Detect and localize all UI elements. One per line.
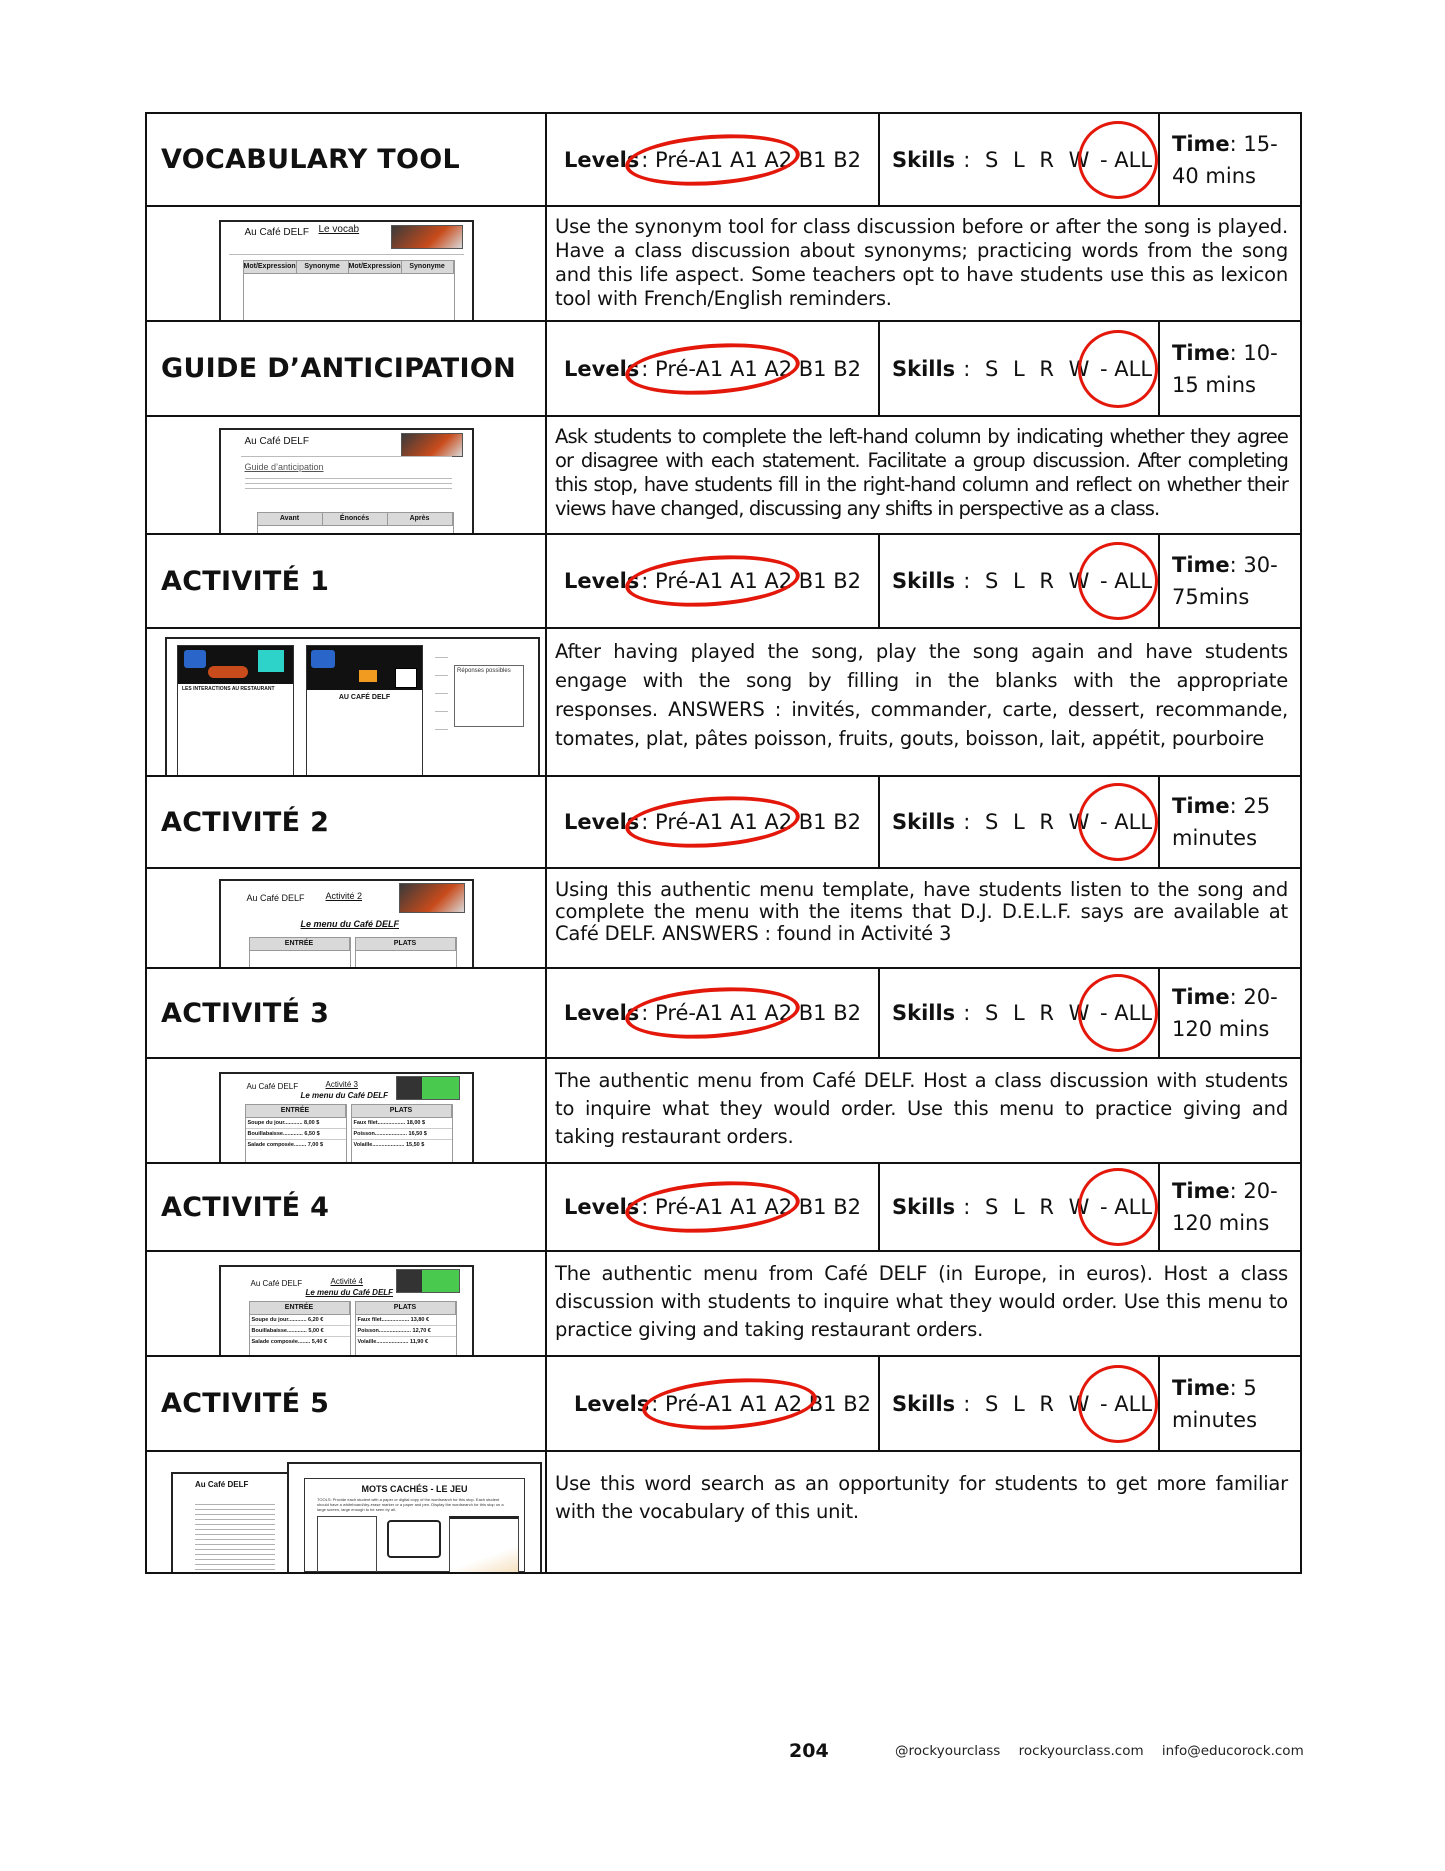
menu-col-header: ENTRÉE [250,938,350,950]
page-number: 204 [789,1740,829,1762]
levels-cell [547,1164,880,1250]
thumb-col: Après [388,513,453,525]
time-cell [1160,114,1300,205]
time-value-2: 15 mins [1172,372,1256,397]
skills-label: Skills [892,1195,956,1219]
time-value-2: 75mins [1172,585,1250,609]
time-cell [1160,777,1300,867]
skills-all: - ALL [1100,1195,1153,1219]
activity-title: ACTIVITÉ 1 [161,565,330,597]
menu-col-header: ENTRÉE [250,1302,350,1314]
thumb-heading: Au Café DELF [244,436,309,447]
levels-values: : Pré-A1 A1 A2 B1 B2 [641,1001,861,1025]
thumbnail-cell [147,417,547,533]
activity-description: Using this authentic menu template, have students listen to the song and complete the menu with the items that D.J. D.E.L.F. says are available at Café DELF. ANSWERS : found in Activité 3 [555,878,1288,945]
levels-cell [547,969,880,1057]
activity-title: ACTIVITÉ 5 [161,1388,330,1419]
card-title: MOTS CACHÉS - LE JEU [361,1484,468,1494]
answer-box-label: Réponses possibles [457,668,511,674]
menu-column [351,1104,453,1162]
card-text: TOOLS: Provide each student with a paper or digital copy of the wordsearch for this stop. Each student should have a whiteboard/dry-erase marker or a paper and pen. Display the wordsearch for this stop on a large screen, large enough to be seen by all. [317,1497,504,1512]
footer-links [895,1743,1318,1759]
thumb-image [396,1269,460,1293]
thumb-line [245,488,452,489]
time-value-2: minutes [1172,826,1258,850]
thumb-table [243,260,455,320]
levels-label: Levels [564,1001,640,1025]
worksheet-thumbnail [219,428,474,533]
skills-label: Skills [892,147,956,172]
menu-thumbnail [219,1072,474,1162]
skills-values: : S L R W [963,356,1094,381]
menu-item: Volaille..................... 15,50 $ [353,1142,425,1148]
thumb-subheading: LES INTERACTIONS AU RESTAURANT [182,686,275,692]
activity-title: ACTIVITÉ 4 [161,1191,330,1223]
skills-all: - ALL [1100,356,1153,381]
menu-item: Poisson..................... 12,70 € [356,1326,456,1337]
activity-description: Use the synonym tool for class discussion before or after the song is played. Have a class discussion about synonyms; practicing words from the song and this life aspect. Some teachers opt to have students use this as lexicon tool with French/English reminders. [555,215,1288,310]
menu-item: Salade composée........ 7,00 $ [247,1142,324,1148]
menu-item: Poisson..................... 16,50 $ [352,1129,452,1140]
menu-column [249,937,351,967]
menu-item: Faux filet.................. 18,00 $ [352,1118,452,1129]
skills-label: Skills [892,1001,956,1025]
qr-code-icon [395,668,417,688]
time-value: : 10- [1229,340,1278,365]
menu-column [249,1301,351,1355]
poster-page [177,645,294,775]
levels-label: Levels [564,569,640,593]
activity-title-cell [147,322,547,415]
levels-label: Levels [564,810,640,834]
menu-thumbnail [219,879,474,967]
thumb-subheading: Le vocab [318,224,360,235]
activity-detail-row [147,207,1300,322]
time-label: Time [1172,794,1230,818]
thumb-col: Énoncés [323,513,388,525]
car-icon [208,666,248,678]
skills-cell [880,322,1160,415]
menu-item: Bouillabaisse............. 5,00 € [250,1326,350,1337]
social-handle[interactable]: @rockyourclass [895,1743,1001,1759]
menu-title: Le menu du Café DELF [305,1288,394,1297]
wordsearch-thumbnail [171,1472,291,1572]
thumb-subheading: Activité 4 [330,1277,363,1286]
time-cell [1160,1357,1300,1450]
wordsearch-sheet [317,1516,377,1572]
skills-cell [880,777,1160,867]
thumb-line [435,729,448,730]
screen-display [449,1516,519,1572]
activity-title: VOCABULARY TOOL [161,144,460,175]
levels-cell [547,1357,880,1450]
menu-title: Le menu du Café DELF [300,919,400,929]
thumb-col: Synonyme [402,261,454,273]
activity-header-row [147,535,1300,629]
menu-title: Le menu du Café DELF [300,1091,389,1100]
skills-values: : S L R W [963,1195,1094,1219]
menu-col-header: PLATS [356,938,456,950]
thumb-heading: Au Café DELF [246,1082,299,1091]
levels-values: : Pré-A1 A1 A2 B1 B2 [641,1195,861,1219]
thumbnail-cell [147,1059,547,1162]
thumbnail-cell [147,207,547,320]
answer-box [454,665,524,727]
thumb-image [401,433,463,457]
thumbnail-cell [147,869,547,967]
levels-values: : Pré-A1 A1 A2 B1 B2 [641,356,861,381]
time-label: Time [1172,340,1230,365]
activity-title-cell [147,1357,547,1450]
thumb-col: Mot/Expression [349,261,402,273]
thumb-col: Avant [258,513,323,525]
activity-header-row [147,1164,1300,1252]
skills-values: : S L R W [963,1391,1094,1416]
worksheet-page [306,645,423,775]
thumb-subheading: Activité 3 [325,1080,358,1089]
activity-title: GUIDE D’ANTICIPATION [161,353,516,384]
thumb-subheading: Activité 2 [325,891,363,901]
time-value-2: 120 mins [1172,1211,1270,1235]
skills-values: : S L R W [963,569,1094,593]
activity-header-row [147,114,1300,207]
skills-label: Skills [892,569,956,593]
levels-cell [547,322,880,415]
activity-detail-row [147,1452,1300,1572]
thumb-line [435,657,448,658]
activity-description: The authentic menu from Café DELF. Host a class discussion with students to inquire what they would order. Use this menu to practice giving and taking restaurant orders. [555,1069,1288,1148]
menu-item: Salade composée........ 5,40 € [251,1339,328,1345]
time-cell [1160,322,1300,415]
activity-title-cell [147,777,547,867]
skills-label: Skills [892,356,956,381]
time-value: : 25 [1229,794,1271,818]
skills-values: : S L R W [963,147,1094,172]
levels-cell [547,114,880,205]
activity-header-row [147,969,1300,1059]
activity-title-cell [147,535,547,627]
menu-item: Soupe du jour............ 8,00 $ [246,1118,346,1129]
thumb-line [241,456,452,457]
levels-cell [547,777,880,867]
menu-column [245,1104,347,1162]
thumb-line [435,693,448,694]
time-value-2: minutes [1172,1407,1258,1432]
activity-detail-row [147,417,1300,535]
thumb-image [396,1076,460,1100]
skills-label: Skills [892,810,956,834]
thumb-image [391,225,463,249]
skills-cell [880,114,1160,205]
thumb-line [435,675,448,676]
thumb-col: Synonyme [297,261,349,273]
levels-label: Levels [564,1195,640,1219]
thumb-table [257,512,454,533]
thumb-line [245,483,452,484]
time-cell [1160,1164,1300,1250]
thumbnail-cell [147,1252,547,1355]
skills-all: - ALL [1100,569,1153,593]
activity-detail-row [147,629,1300,777]
skills-cell [880,969,1160,1057]
skills-values: : S L R W [963,810,1094,834]
thumb-line [229,254,464,255]
thumb-line [435,711,448,712]
skills-label: Skills [892,1391,956,1416]
skills-cell [880,535,1160,627]
time-value: : 15- [1229,131,1278,156]
thumb-table-header [244,261,454,274]
thumbnail-cell [147,1452,547,1572]
activity-detail-row [147,1252,1300,1357]
thumb-heading: Au Café DELF [195,1480,249,1489]
time-value-2: 120 mins [1172,1017,1270,1041]
levels-values: : Pré-A1 A1 A2 B1 B2 [651,1391,871,1416]
levels-label: Levels [574,1391,650,1416]
menu-item: Faux filet.................. 13,80 € [356,1315,456,1326]
time-value-2: 40 mins [1172,163,1256,188]
skills-all: - ALL [1100,810,1153,834]
thumb-subheading: Guide d’anticipation [244,462,324,472]
menu-col-header: ENTRÉE [246,1105,346,1117]
activity-detail-row [147,869,1300,969]
time-cell [1160,969,1300,1057]
worksheet-body [307,690,422,775]
menu-item: Bouillabaisse............. 6,50 $ [246,1129,346,1140]
menu-item: Volaille..................... 11,90 € [357,1339,429,1345]
thumb-heading: Au Café DELF [250,1279,303,1288]
activity-description: The authentic menu from Café DELF (in Europe, in euros). Host a class discussion with students to inquire what they would order. Use this menu to practice giving and taking restaurant orders. [555,1262,1288,1341]
worksheet-thumbnail [165,637,540,775]
thumb-image [258,650,284,672]
thumb-table-header [258,513,453,526]
menu-col-header: PLATS [352,1105,452,1117]
activity-title-cell [147,1164,547,1250]
activity-table [145,112,1302,1574]
thumb-heading: Au Café DELF [244,227,309,238]
activity-title-cell [147,969,547,1057]
activity-header-row [147,322,1300,417]
levels-label: Levels [564,356,640,381]
activity-header-row [147,777,1300,869]
activity-header-row [147,1357,1300,1452]
time-label: Time [1172,1375,1230,1400]
levels-values: : Pré-A1 A1 A2 B1 B2 [641,810,861,834]
worksheet-thumbnail [219,220,474,320]
thumb-heading: AU CAFÉ DELF [338,694,391,701]
time-value: : 5 [1229,1375,1257,1400]
thumb-col: Mot/Expression [244,261,297,273]
info-icon [184,650,206,668]
menu-thumbnail [219,1265,474,1355]
thumb-image [399,883,465,913]
time-value: : 20- [1229,985,1278,1009]
whiteboard-icon [387,1520,441,1558]
time-cell [1160,535,1300,627]
answer-page [435,645,528,775]
activity-title: ACTIVITÉ 3 [161,997,330,1029]
levels-cell [547,535,880,627]
website-link[interactable]: rockyourclass.com [1018,1743,1144,1759]
page-footer [0,1740,1445,1770]
menu-item: Soupe du jour............ 6,20 € [250,1315,350,1326]
activity-title: ACTIVITÉ 2 [161,806,330,838]
menu-col-header: PLATS [356,1302,456,1314]
poster-body [178,684,293,775]
menu-column [355,1301,457,1355]
skills-values: : S L R W [963,1001,1094,1025]
skills-all: - ALL [1100,1001,1153,1025]
skills-cell [880,1164,1160,1250]
levels-values: : Pré-A1 A1 A2 B1 B2 [641,147,861,172]
time-label: Time [1172,985,1230,1009]
activity-title-cell [147,114,547,205]
time-label: Time [1172,1179,1230,1203]
activity-detail-row [147,1059,1300,1164]
time-value: : 30- [1229,553,1278,577]
menu-column [355,937,457,967]
skills-all: - ALL [1100,1391,1153,1416]
levels-label: Levels [564,147,640,172]
sign-icon [311,650,335,668]
activity-description: Ask students to complete the left-hand column by indicating whether they agree or disagree with each statement. Facilitate a group discussion. After completing this stop, have students fill in the right-hand column and reflect on whether their views have changed, discussing any shifts in perspective as a class. [555,425,1288,520]
time-value: : 20- [1229,1179,1278,1203]
skills-all: - ALL [1100,147,1153,172]
time-label: Time [1172,131,1230,156]
activity-description: Use this word search as an opportunity for students to get more familiar with the vocabulary of this unit. [555,1472,1288,1523]
activity-description: After having played the song, play the song again and have students engage with the song by filling in the blanks with the appropriate responses. ANSWERS : invités, commander, carte, dessert, recommande, tomates, plat, pâtes poisson, fruits, gouts, boisson, lait, appétit, pourboire [555,640,1288,750]
letter-grid [195,1504,275,1572]
thumb-line [245,478,452,479]
game-card-thumbnail [287,1462,542,1572]
email-link[interactable]: info@educorock.com [1161,1743,1304,1759]
skills-cell [880,1357,1160,1450]
thumbnail-cell [147,629,547,775]
time-label: Time [1172,553,1230,577]
thumb-heading: Au Café DELF [246,893,305,903]
level-sign [359,670,377,682]
levels-values: : Pré-A1 A1 A2 B1 B2 [641,569,861,593]
